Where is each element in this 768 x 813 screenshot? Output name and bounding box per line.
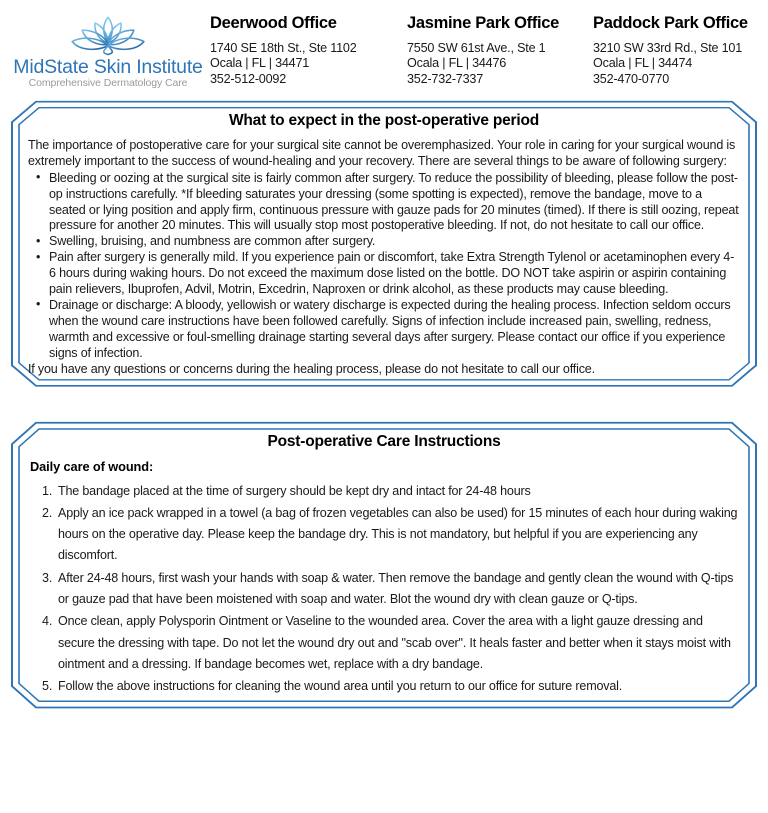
- list-item: • Drainage or discharge: A bloody, yellowish or watery discharge is expected during the healing process. Infection seldom occurs when the wound care instructions have been followed carefully. Signs of infection include increased pain, swelling, redness, warmth and excessive or foul-smelling drainage starting several days after surgery. Please contact our office if you experience signs of infection.: [28, 298, 740, 362]
- list-item: • Bleeding or oozing at the surgical site is fairly common after surgery. To reduce the possibility of bleeding, please follow the post-op instructions carefully. *If bleeding saturates your dressing (some spotting is expected), remove the bandage, move to a seated or lying position and apply firm, continuous pressure with gauze pads for 20 minutes (timed). If there is still oozing, repeat pressure for another 20 minutes. This will usually stop most postoperative bleeding. If not, do not hesitate to call our office.: [28, 171, 740, 235]
- office-street: 7550 SW 61st Ave., Ste 1: [407, 41, 546, 55]
- list-item: Apply an ice pack wrapped in a towel (a bag of frozen vegetables can also be used) for 15 minutes of each hour during waking hours on the operative day. Please keep the bandage dry. This is not mandatory, but helpful if you are experiencing any discomfort.: [58, 505, 738, 563]
- expectation-bullet-list: [28, 171, 740, 362]
- brand-tagline: Comprehensive Dermatology Care: [28, 77, 188, 90]
- panel-what-to-expect: [10, 100, 758, 388]
- care-steps-list: [28, 481, 740, 698]
- panel-care-instructions: [10, 421, 758, 709]
- office-street: 1740 SE 18th St., Ste 1102: [210, 41, 357, 55]
- office-street: 3210 SW 33rd Rd., Ste 101: [593, 41, 743, 55]
- office-phone: 352-512-0092: [210, 71, 287, 86]
- list-item: • Swelling, bruising, and numbness are common after surgery.: [28, 234, 740, 250]
- office-name: Deerwood Office: [210, 14, 337, 32]
- panel-one-body: [10, 100, 758, 388]
- office-city-state-zip: Ocala | FL | 34471: [210, 56, 310, 71]
- list-item: Once clean, apply Polysporin Ointment or Vaseline to the wounded area. Cover the area with a light gauze dressing and secure the dressing with tape. Do not let the wound dry out and "scab over". It heals faster and better when it stays moist with ointment and a dressing. If bandage becomes wet, replace with a dry bandage.: [58, 614, 731, 672]
- office-jasmine-park: [407, 14, 593, 87]
- office-deerwood: [210, 14, 407, 87]
- daily-care-heading: Daily care of wound:: [30, 458, 154, 474]
- panel-two-title: Post-operative Care Instructions: [267, 432, 501, 450]
- panel-one-closing: If you have any questions or concerns during the healing process, please do not hesitate to call our office.: [28, 361, 595, 376]
- panel-one-title: What to expect in the post-operative period: [228, 112, 540, 129]
- document-header: [0, 0, 768, 100]
- office-paddock-park: [593, 14, 768, 87]
- list-item: After 24-48 hours, first wash your hands with soap & water. Then remove the bandage and gently clean the wound with Q-tips or gauze pad that have been moistened with soap and water. Blot the wound dry with clean gauze or Q-tips.: [58, 570, 734, 607]
- panel-two-body: [10, 421, 758, 709]
- brand-name: MidState Skin Institute: [13, 56, 203, 78]
- panel-spacer: [0, 388, 768, 421]
- office-list: [206, 8, 768, 87]
- list-item: The bandage placed at the time of surgery should be kept dry and intact for 24-48 hours: [58, 483, 531, 498]
- office-phone: 352-470-0770: [593, 71, 670, 86]
- office-phone: 352-732-7337: [407, 71, 484, 86]
- office-city-state-zip: Ocala | FL | 34476: [407, 56, 507, 71]
- list-item: Follow the above instructions for cleaning the wound area until you return to our office for suture removal.: [58, 679, 623, 694]
- lotus-flower-icon: [65, 10, 151, 56]
- office-name: Paddock Park Office: [593, 14, 748, 32]
- panel-one-intro: The importance of postoperative care for your surgical site cannot be overemphasized. Your role in caring for your surgical wound is extremely important to the success of wound-healing and your recovery. There are several things to be aware of following surgery:: [28, 138, 736, 168]
- list-item: • Pain after surgery is generally mild. If you experience pain or discomfort, take Extra Strength Tylenol or acetaminophen every 4-6 hours during waking hours. Do not exceed the maximum dose listed on the bottle. DO NOT take aspirin or aspirin containing pain relievers, Ibuprofen, Advil, Motrin, Excedrin, Naproxen or drink alcohol, as these products may cause bleeding.: [28, 250, 740, 298]
- office-name: Jasmine Park Office: [407, 14, 560, 32]
- brand-block: [10, 8, 206, 90]
- office-city-state-zip: Ocala | FL | 34474: [593, 56, 693, 71]
